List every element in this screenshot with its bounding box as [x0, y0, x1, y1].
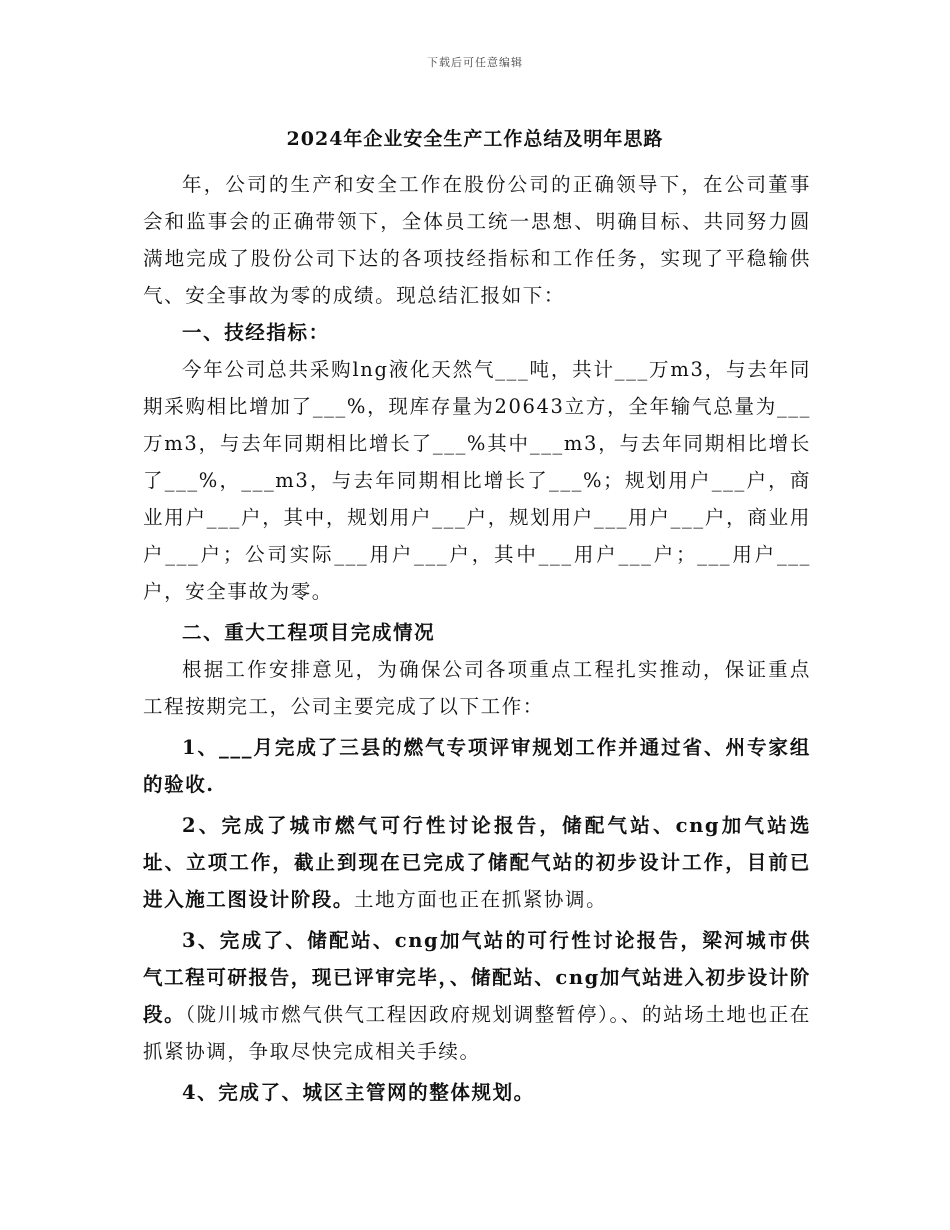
section2-paragraph: 根据工作安排意见，为确保公司各项重点工程扎实推动，保证重点工程按期完工，公司主要完成了以下工作： — [143, 658, 811, 718]
list-item-4: 4、完成了、城区主管网的整体规划。 — [182, 1081, 535, 1104]
list-item-3 — [143, 922, 811, 1070]
list-item-1: 1、___月完成了三县的燃气专项评审规划工作并通过省、州专家组的验收. — [143, 736, 811, 796]
list-item-3-bold: 3、完成了、储配站、cng加气站的可行性讨论报告，梁河城市供气工程可研报告，现已评审完毕，、储配站、cng加气站进入初步设计阶段。 — [143, 929, 811, 1026]
section1-heading: 一、技经指标： — [182, 321, 330, 344]
list-item-3-normal: （陇川城市燃气供气工程因政府规划调整暂停）。、的站场土地也正在抓紧协调，争取尽快完成相关手续。 — [143, 1003, 811, 1063]
intro-paragraph: 年，公司的生产和安全工作在股份公司的正确领导下，在公司董事会和监事会的正确带领下，全体员工统一思想、明确目标、共同努力圆满地完成了股份公司下达的各项技经指标和工作任务，实现了平稳输供气、安全事故为零的成绩。现总结汇报如下： — [143, 173, 811, 307]
document-title: 2024年企业安全生产工作总结及明年思路 — [286, 128, 664, 150]
section2-heading: 二、重大工程项目完成情况 — [182, 621, 436, 644]
document-body — [143, 166, 811, 1111]
list-item-2 — [143, 807, 811, 918]
list-item-2-bold: 2、完成了城市燃气可行性讨论报告，储配气站、cng加气站选址、立项工作，截止到现在已完成了储配气站的初步设计工作，目前已进入施工图设计阶段。 — [143, 814, 811, 911]
list-item-2-normal: 土地方面也正在抓紧协调。 — [354, 888, 608, 911]
page-header: 下载后可任意编辑 — [427, 56, 523, 69]
section1-paragraph: 今年公司总共采购lng液化天然气___吨，共计___万m3，与去年同期采购相比增加了___%，现库存量为20643立方，全年输气总量为___万m3，与去年同期相比增长了___%其中___m3，与去年同期相比增长了___%，___m3，与去年同期相比增长了___%；规划用户___户，商业用户___户，其中，规划用户___户，规划用户___用户___户，商业用户___户；公司实际___用户___户，其中___用户___户；___用户___户，安全事故为零。 — [143, 358, 811, 603]
